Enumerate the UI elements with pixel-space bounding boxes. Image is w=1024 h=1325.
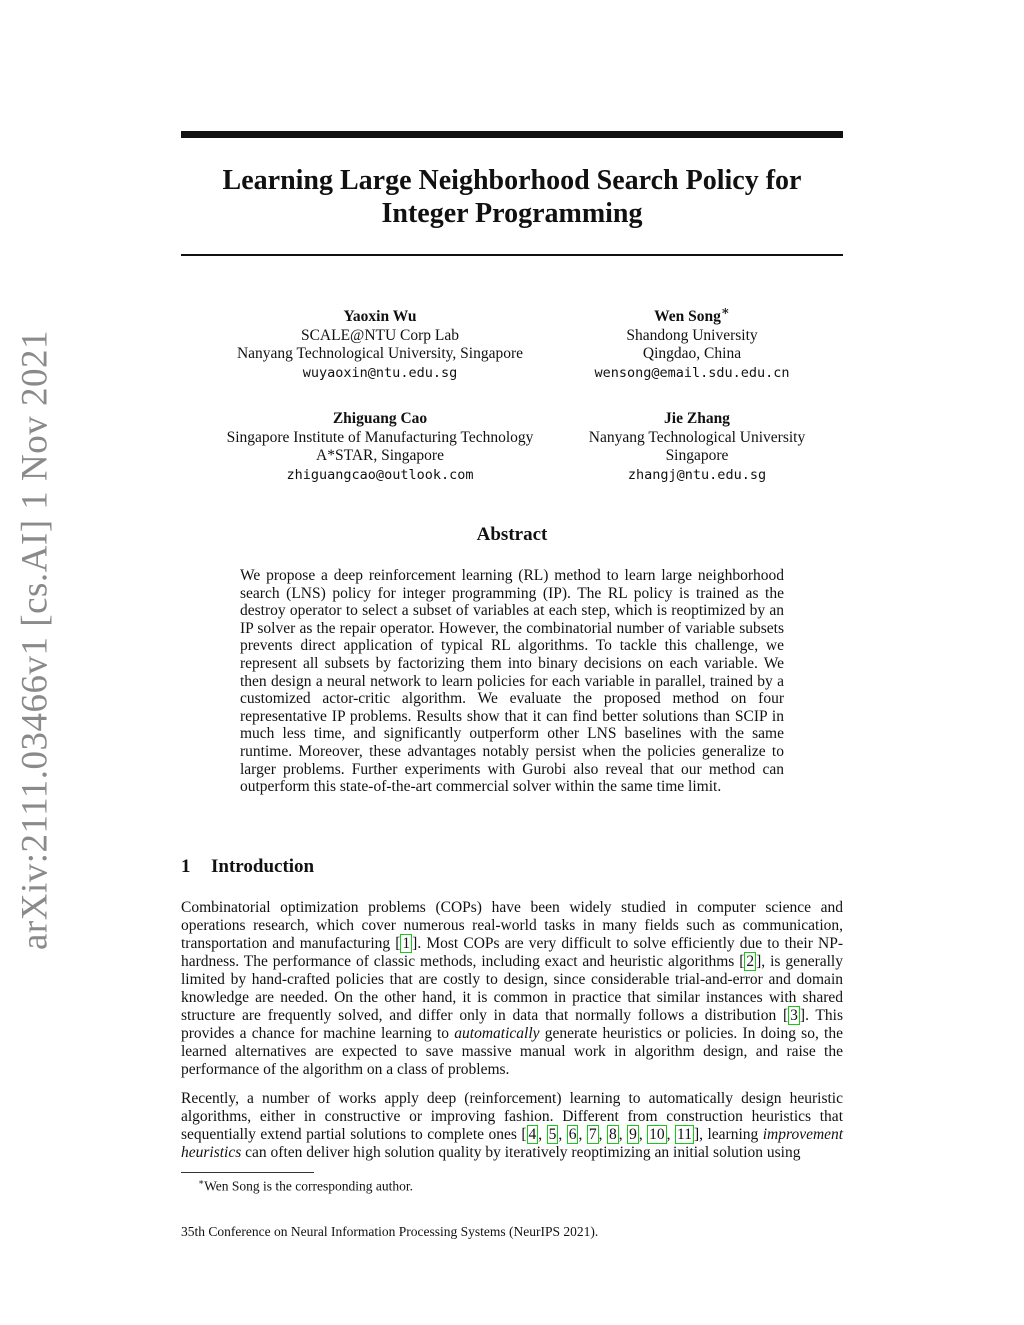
- text-run: ]. This provides a chance for machine learning to: [181, 1007, 843, 1042]
- section-number: 1: [181, 856, 191, 877]
- author-affiliation: Qingdao, China: [642, 345, 742, 363]
- author-affiliation: Shandong University: [626, 326, 758, 344]
- citation-link[interactable]: 6: [568, 1126, 577, 1143]
- footnote-rule: [181, 1172, 314, 1173]
- author-affiliation: SCALE@NTU Corp Lab: [300, 326, 460, 344]
- citation-link[interactable]: 1: [402, 935, 411, 952]
- intro-paragraph-1: [181, 899, 843, 1079]
- author-block-2: [557, 302, 827, 382]
- text-run: ], is generally limited by hand-crafted policies that are costly to design, since considerable trial-and-error and domain knowledge are needed. On the other hand, it is common in practice that similar instances with shared structure are frequently solved, and differ only in data that normally follows a distribution [: [181, 953, 843, 1024]
- conference-note: 35th Conference on Neural Information Processing Systems (NeurIPS 2021).: [181, 1224, 599, 1239]
- footnote-mark: ∗: [198, 1177, 205, 1187]
- author-affiliation: A*STAR, Singapore: [316, 447, 444, 465]
- author-email[interactable]: zhiguangcao@outlook.com: [286, 466, 474, 483]
- author-name: Zhiguang Cao: [332, 410, 428, 428]
- text-run: Combinatorial optimization problems (COPs) have been widely studied in computer science and operations research, which cover numerous real-world tasks in many fields such as communication, transportation and manufacturing [: [181, 899, 843, 952]
- citation-link[interactable]: 8: [608, 1126, 617, 1143]
- title-rule-bottom: [181, 254, 843, 256]
- author-name: Yaoxin Wu: [343, 308, 417, 326]
- author-affiliation: Singapore: [665, 447, 729, 465]
- citation-link[interactable]: 4: [528, 1126, 537, 1143]
- paper-title: [181, 164, 843, 230]
- author-mark: ∗: [720, 303, 730, 318]
- author-block-3: [190, 404, 570, 484]
- citation-link[interactable]: 10: [649, 1126, 665, 1143]
- author-name: Wen Song: [654, 308, 721, 326]
- author-affiliation: Singapore Institute of Manufacturing Technology: [226, 428, 534, 446]
- citation-link[interactable]: 7: [588, 1126, 597, 1143]
- author-name: Jie Zhang: [664, 410, 730, 428]
- author-affiliation: Nanyang Technological University: [588, 428, 806, 446]
- section-heading: [181, 856, 314, 878]
- author-email[interactable]: wensong@email.sdu.edu.cn: [594, 364, 790, 381]
- author-block-4: [557, 404, 837, 484]
- citation-link[interactable]: 3: [790, 1007, 798, 1024]
- title-line-2: Integer Programming: [381, 198, 643, 229]
- author-email[interactable]: zhangj@ntu.edu.sg: [627, 466, 767, 483]
- emphasis-text: automatically: [454, 1025, 540, 1042]
- abstract-heading: Abstract: [476, 524, 548, 545]
- footnote-text: Wen Song is the corresponding author.: [204, 1178, 414, 1194]
- section-title: Introduction: [211, 856, 315, 877]
- citation-link[interactable]: 11: [677, 1126, 692, 1143]
- intro-paragraph-2: Recently, a number of works apply deep (reinforcement) learning to automatically design heuristic algorithms, either in constructive or improving fashion. Different from construction heuristics that sequentially extend partial solutions to complete ones [ 4 , 5 , 6 , 7 , 8 , 9 , 10 , 11 ], learning improvement heuristics can often deliver high solution quality by iteratively reoptimizing an initial solution using: [181, 1090, 844, 1161]
- author-block-1: [190, 302, 570, 382]
- citation-link[interactable]: 5: [548, 1126, 557, 1143]
- citation-link[interactable]: 9: [629, 1126, 637, 1143]
- citation-link[interactable]: 2: [746, 953, 755, 970]
- author-email[interactable]: wuyaoxin@ntu.edu.sg: [302, 364, 458, 381]
- text-run: ]. Most COPs are very difficult to solve efficiently due to their NP-hardness. The performance of classic methods, including exact and heuristic algorithms [: [181, 935, 843, 970]
- title-rule-top: [181, 131, 843, 138]
- text-run: generate heuristics or policies. In doing so, the learned alternatives are expected to save massive manual work in algorithm design, and raise the performance of the algorithm on a class of problems.: [181, 1025, 843, 1078]
- text-run: ], learning: [693, 1126, 763, 1143]
- footnote: [198, 1177, 413, 1195]
- text-run: Recently, a number of works apply deep (reinforcement) learning to automatically design heuristic algorithms, either in constructive or improving fashion. Different from construction heuristics that sequentially extend partial solutions to complete ones [: [181, 1090, 843, 1143]
- emphasis-text: improvement heuristics: [181, 1126, 844, 1161]
- abstract-text: We propose a deep reinforcement learning (RL) method to learn large neighborhood search (LNS) policy for integer programming (IP). The RL policy is trained as the destroy operator to select a subset of variables at each step, which is reoptimized by an IP solver as the repair operator. However, the combinatorial number of variable subsets prevents direct application of typical RL algorithms. To tackle this challenge, we represent all subsets by factorizing them into binary decisions on each variable. We then design a neural network to learn policies for each variable in parallel, trained by a customized actor-critic algorithm. We evaluate the proposed method on four representative IP problems. Results show that it can find better solutions than SCIP in much less time, and significantly outperform other LNS baselines with the same runtime. Moreover, these advantages notably persist when the policies generalize to larger problems. Further experiments with Gurobi also reveal that our method can outperform this state-of-the-art commercial solver within the same time limit.: [240, 567, 784, 796]
- arxiv-side-stamp: arXiv:2111.03466v1 [cs.AI] 1 Nov 2021: [14, 329, 56, 951]
- text-run: can often deliver high solution quality by iteratively reoptimizing an initial solution using: [241, 1144, 801, 1161]
- author-affiliation: Nanyang Technological University, Singapore: [236, 345, 524, 363]
- title-line-1: Learning Large Neighborhood Search Policy for: [222, 165, 802, 196]
